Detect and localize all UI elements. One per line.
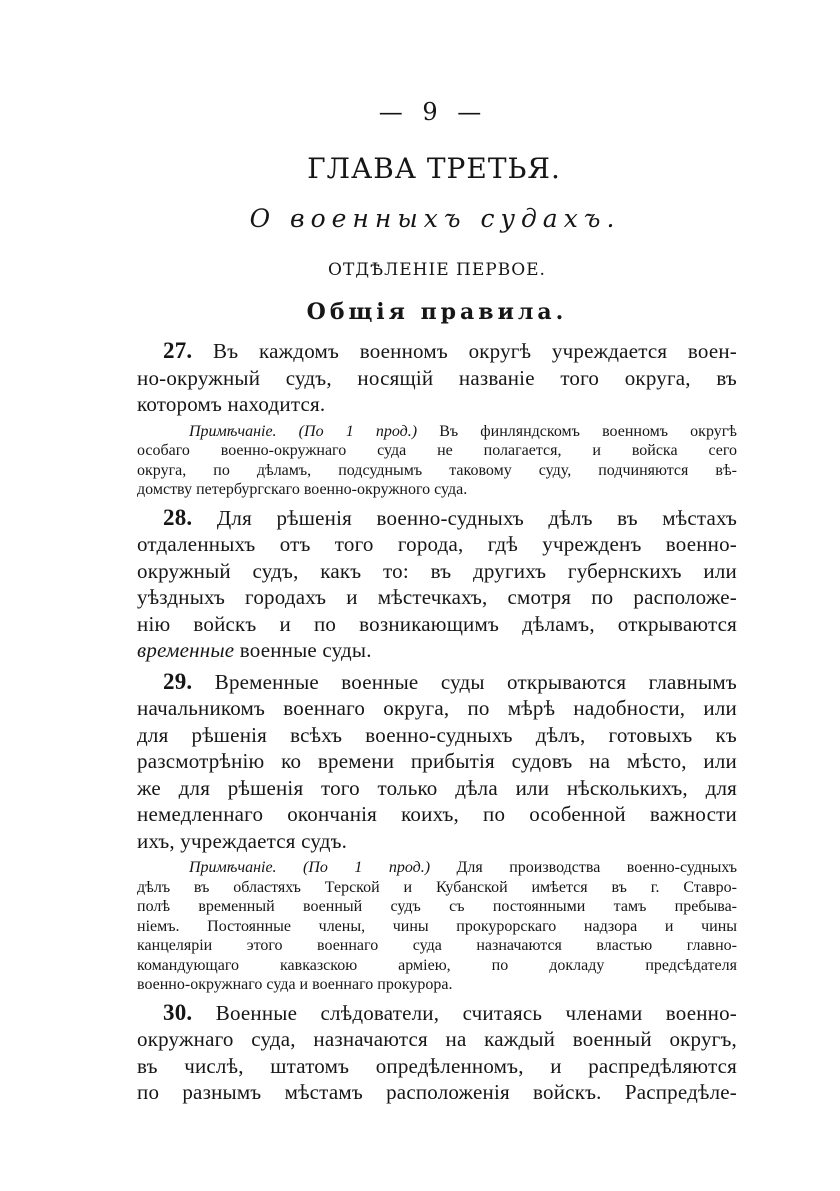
article-line: въ числѣ, штатомъ опредѣленномъ, и распредѣляются [137,1053,737,1078]
article-number: 29. [163,668,193,694]
page-number: — 9 — [378,98,488,126]
article-number: 28. [163,504,193,530]
article-line: которомъ находится. [137,392,326,416]
note-label: Примѣчаніе. (По 1 прод.) [189,859,431,876]
article-line: разсмотрѣнію ко времени прибытія судовъ на мѣсто, или [137,749,737,773]
article-line: окружный судъ, какъ то: въ другихъ губернскихъ или [137,558,737,583]
article-line: окружнаго суда, назначаются на каждый военный округъ, [137,1027,737,1051]
article-number: 30. [163,999,193,1025]
article-line: ихъ, учреждается судъ. [137,828,348,853]
article-29 [137,669,737,855]
note-line: канцеляріи этого военнаго суда назначаются властью главно- [137,937,737,954]
article-line: но-окружный судъ, носящій названіе того округа, въ [137,365,737,390]
article-29-note [137,858,738,995]
section-heading: Общія правила. [306,299,568,325]
article-line: отдаленныхъ отъ того города, гдѣ учрежденъ военно- [137,532,737,556]
note-line: полѣ временный военный судъ съ постоянными тамъ пребыва- [137,898,737,915]
note-label: Примѣчаніе. (По 1 прод.) [189,422,418,440]
note-line: военно-окружнаго суда и военнаго прокурора. [137,976,453,993]
article-line: же для рѣшенія того только дѣла или нѣсколькихъ, для [137,775,737,800]
note-line: ніемъ. Постоянные члены, чины прокурорскаго надзора и чины [137,917,737,935]
article-27 [137,338,737,418]
article-line: немедленнаго окончанія коихъ, по особенной важности [137,802,737,826]
chapter-title: ГЛАВА ТРЕТЬЯ. [307,152,561,185]
note-line: особаго военно-окружнаго суда не полагается, и войска сего [137,442,737,459]
article-line: начальникомъ военнаго округа, по мѣрѣ надобности, или [137,696,737,720]
article-30 [137,1000,737,1106]
article-line: временные военные суды. [137,638,372,662]
article-line: 28. Для рѣшенія военно-судныхъ дѣлъ въ мѣстахъ [163,504,738,530]
article-line: уѣздныхъ городахъ и мѣстечкахъ, смотря по расположе- [137,585,737,609]
article-number: 27. [163,338,193,363]
note-line: округа, по дѣламъ, подсуднымъ таковому суду, подчиняются вѣ- [137,461,737,479]
note-line: Примѣчаніе. (По 1 прод.) Для производства военно-судныхъ [189,859,738,876]
section-label: ОТДѢЛЕНІЕ ПЕРВОЕ. [328,260,546,280]
article-line: по разнымъ мѣстамъ расположенія войскъ. Распредѣле- [137,1080,737,1104]
article-line: 30. Военные слѣдователи, считаясь членами военно- [163,999,738,1025]
note-line: дѣлъ въ областяхъ Терской и Кубанской имѣется въ г. Ставро- [137,878,737,896]
chapter-subtitle: О военныхъ судахъ. [249,204,621,233]
article-line: для рѣшенія всѣхъ военно-судныхъ дѣлъ, готовыхъ къ [137,722,737,747]
article-line: 27. Въ каждомъ военномъ округѣ учреждается воен- [163,338,737,363]
italic-word: временные [137,638,235,662]
note-line: Примѣчаніе. (По 1 прод.) Въ финляндскомъ военномъ округѣ [189,422,737,440]
article-line: 29. Временные военные суды открываются главнымъ [163,668,737,694]
note-line: домству петербургскаго военно-окружного суда. [137,481,468,498]
document-page [137,92,737,1106]
note-line: командующаго кавказскою арміею, по докладу предсѣдателя [137,956,737,974]
article-line: нію войскъ и по возникающимъ дѣламъ, открываются [137,611,737,636]
article-27-note [137,422,737,500]
article-28 [137,505,737,664]
